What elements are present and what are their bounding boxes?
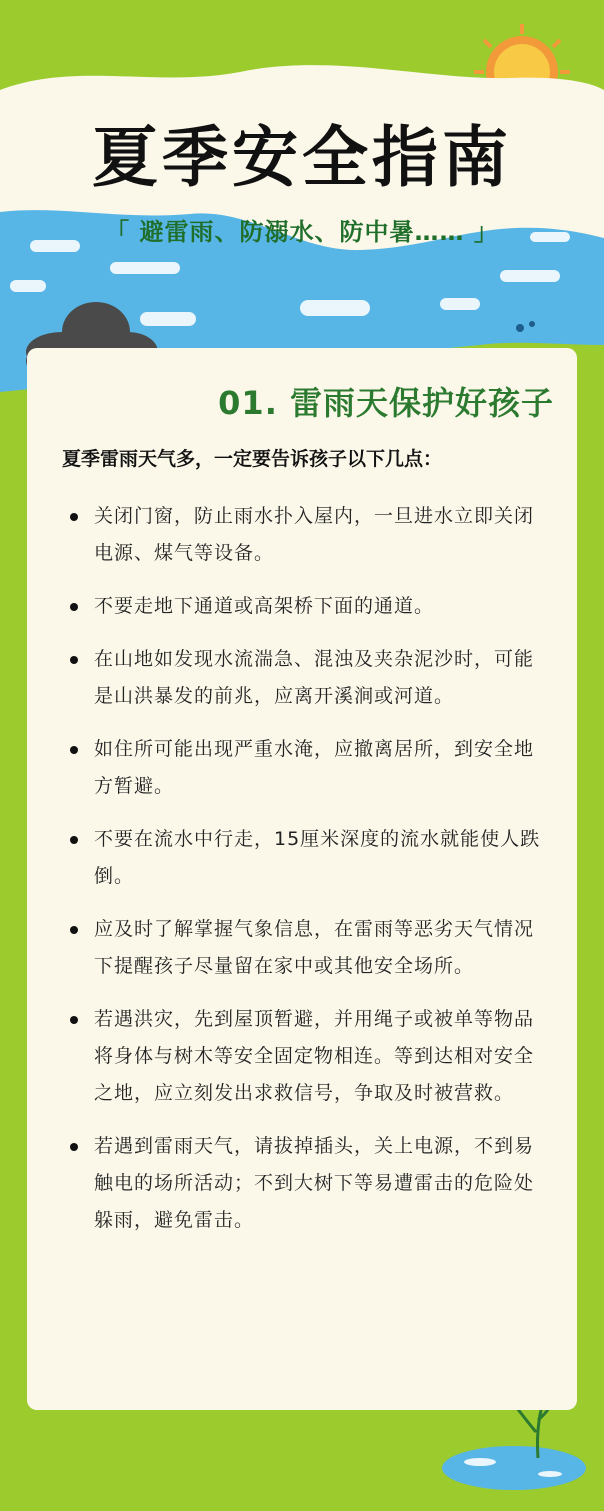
- list-item: [62, 641, 552, 715]
- list-item-text: 在山地如发现水流湍急、混浊及夹杂泥沙时，可能是山洪暴发的前兆，应离开溪涧或河道。: [94, 648, 535, 707]
- page-title: 夏季安全指南: [92, 119, 512, 196]
- section-intro: 夏季雷雨天气多，一定要告诉孩子以下几点：: [62, 448, 443, 470]
- list-item-text: 如住所可能出现严重水淹，应撤离居所，到安全地方暂避。: [94, 738, 535, 797]
- bullet-icon: [70, 1016, 78, 1024]
- bullet-icon: [70, 603, 78, 611]
- list-item: [62, 1128, 552, 1239]
- page-subtitle: 「 避雷雨、防溺水、防中暑…… 」: [105, 218, 499, 246]
- bullet-icon: [70, 746, 78, 754]
- list-item-text: 不要走地下通道或高架桥下面的通道。: [94, 595, 435, 617]
- puddle-icon: [442, 1446, 586, 1490]
- list-item: [62, 911, 552, 985]
- list-item: [62, 731, 552, 805]
- list-item: [62, 821, 552, 895]
- list-item: [62, 1001, 552, 1112]
- list-item-text: 关闭门窗，防止雨水扑入屋内，一旦进水立即关闭电源、煤气等设备。: [94, 505, 535, 564]
- bullet-icon: [70, 513, 78, 521]
- tips-list: [62, 498, 552, 1255]
- bullet-icon: [70, 926, 78, 934]
- list-item-text: 若遇到雷雨天气，请拔掉插头，关上电源，不到易触电的场所活动；不到大树下等易遭雷击的危险处躲雨，避免雷击。: [94, 1135, 535, 1231]
- bullet-icon: [70, 836, 78, 844]
- list-item: [62, 498, 552, 572]
- bullet-icon: [70, 656, 78, 664]
- list-item-text: 若遇洪灾，先到屋顶暂避，并用绳子或被单等物品将身体与树木等安全固定物相连。等到达相对安全之地，应立刻发出求救信号，争取及时被营救。: [94, 1008, 535, 1104]
- list-item-text: 应及时了解掌握气象信息，在雷雨等恶劣天气情况下提醒孩子尽量留在家中或其他安全场所。: [94, 918, 535, 977]
- list-item-text: 不要在流水中行走，15厘米深度的流水就能使人跌倒。: [94, 828, 541, 887]
- section-title: 01. 雷雨天保护好孩子: [218, 384, 554, 422]
- list-item: [62, 588, 552, 625]
- bullet-icon: [70, 1143, 78, 1151]
